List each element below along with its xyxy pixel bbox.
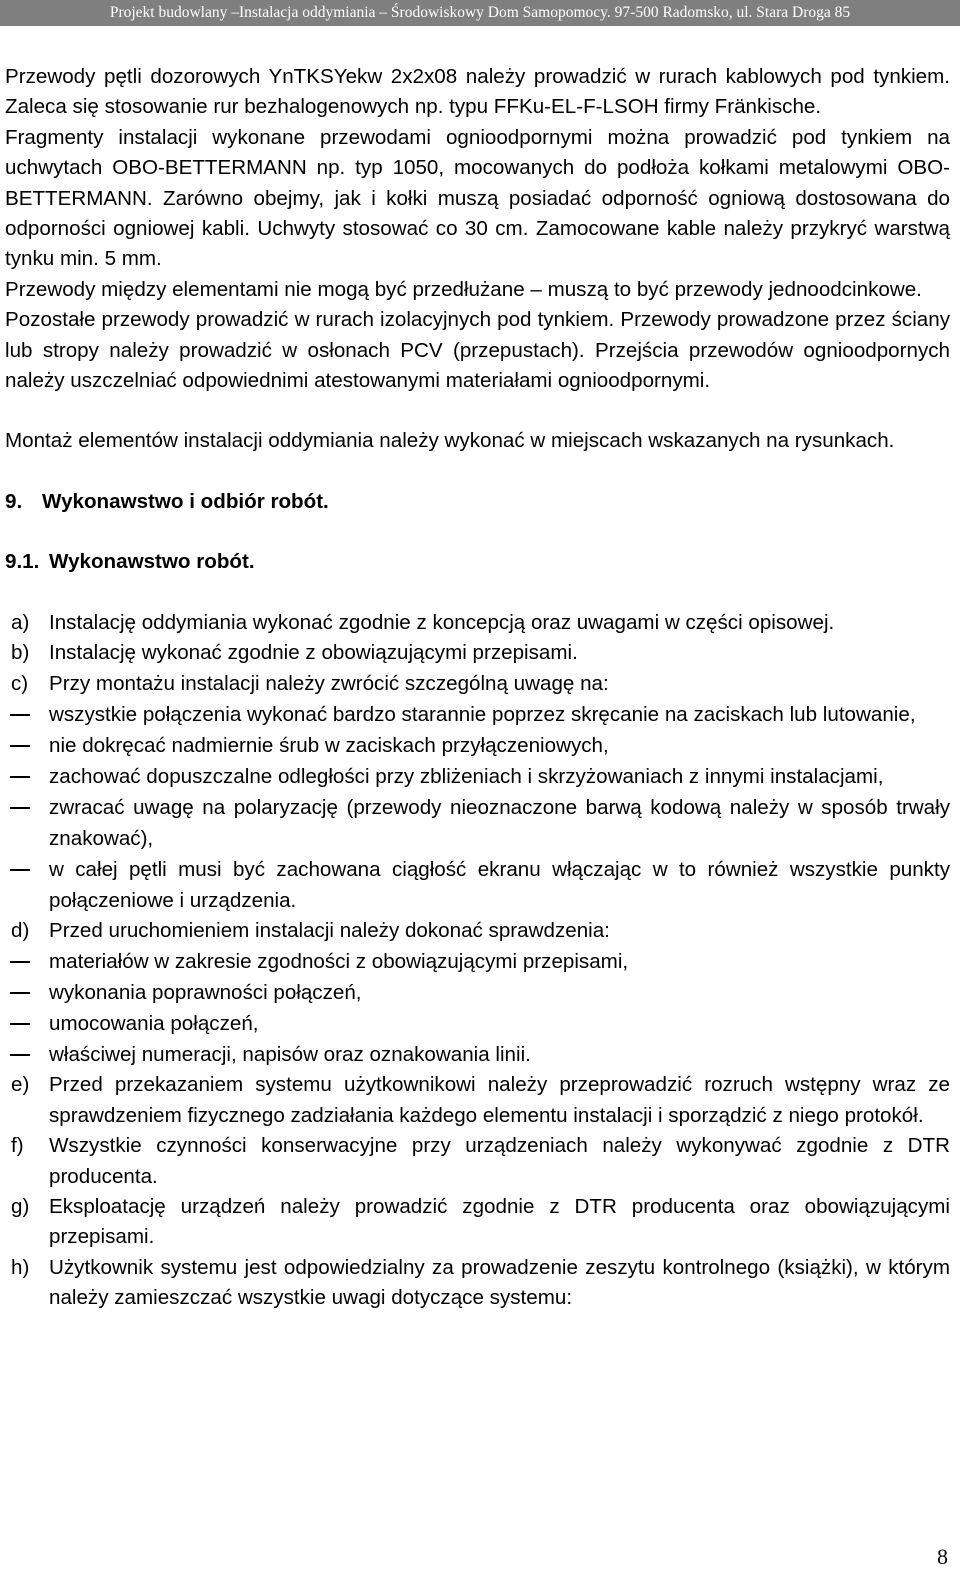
section-number: 9.1. [5,550,40,574]
list-marker: e) [11,1073,30,1097]
paragraph-fireproof-cables: Fragmenty instalacji wykonane przewodami ognioodpornymi można prowadzić pod tynkiem na uchwytach OBO-BETTERMANN np. typ 1050, mocowanych do podłoża kołkami metalowymi OBO-BETTERMANN. Zarówno obejmy, jak i kołki muszą posiadać odporność ogniową dostosowana do odporności ogniowej kabli. Uchwyty stosować co 30 cm. Zamocowane kable należy przykryć warstwą tynku min. 5 mm. [5,125,950,271]
list-subitem [5,1008,950,1039]
list-marker: b) [11,641,30,665]
dash-bullet [10,1023,30,1025]
page-header: Projekt budowlany –Instalacja oddymiania – Środowiskowy Dom Samopomocy. 97-500 Radomsko, ul. Stara Droga 85 [0,0,960,26]
list-subitem-text: zachować dopuszczalne odległości przy zbliżeniach i skrzyżowaniach z innymi instalacjami, [49,764,884,788]
list-subitem-text: zwracać uwagę na polaryzację (przewody nieoznaczone barwą kodową należy w sposób trwały znakować), [49,795,950,850]
list-item-text: Eksploatację urządzeń należy prowadzić zgodnie z DTR producenta oraz obowiązującymi przepisami. [49,1194,950,1249]
list-subitem [5,792,950,854]
list-subitem-text: umocowania połączeń, [49,1012,259,1036]
dash-bullet [10,1054,30,1056]
dash-bullet [10,869,30,871]
list-item-h [5,1253,950,1314]
list-subitem [5,854,950,916]
dash-bullet [10,776,30,778]
list-item-text: Użytkownik systemu jest odpowiedzialny za prowadzenie zeszytu kontrolnego (książki), w którym należy zamieszczać wszystkie uwagi dotyczące systemu: [49,1255,950,1310]
list-item-text: Przy montażu instalacji należy zwrócić szczególną uwagę na: [49,671,609,695]
dash-bullet [10,992,30,994]
list-marker: h) [11,1255,30,1279]
paragraph-single-segment: Przewody między elementami nie mogą być przedłużane – muszą to być przewody jednoodcinkowe. [5,277,922,301]
list-item-text: Instalację wykonać zgodnie z obowiązującymi przepisami. [49,641,578,665]
list-subitem-text: nie dokręcać nadmiernie śrub w zaciskach przyłączeniowych, [49,733,609,757]
list-marker: c) [11,671,29,695]
list-item-d [5,916,950,946]
list-subitem-text: materiałów w zakresie zgodności z obowiązującymi przepisami, [49,950,629,974]
list-marker: f) [11,1134,24,1158]
list-item-b [5,638,950,668]
paragraph-other-cables: Pozostałe przewody prowadzić w rurach izolacyjnych pod tynkiem. Przewody prowadzone przez ściany lub stropy należy prowadzić w osłonach PCV (przepustach). Przejścia przewodów ognioodpornych należy uszczelniać odpowiednimi atestowanymi materiałami ognioodpornymi. [5,308,950,393]
section-title: Wykonawstwo i odbiór robót. [42,489,329,513]
list-item-text: Instalację oddymiania wykonać zgodnie z koncepcją oraz uwagami w części opisowej. [49,610,835,634]
paragraph-mounting: Montaż elementów instalacji oddymiania należy wykonać w miejscach wskazanych na rysunkach. [5,429,895,453]
list-subitem-text: wykonania poprawności połączeń, [49,981,362,1005]
list-marker: a) [11,610,30,634]
list-subitem [5,761,950,792]
list-marker: d) [11,918,30,942]
list-item-text: Przed uruchomieniem instalacji należy dokonać sprawdzenia: [49,918,610,942]
list-item-text: Wszystkie czynności konserwacyjne przy urządzeniach należy wykonywać zgodnie z DTR producenta. [49,1134,950,1188]
list-subitem [5,977,950,1008]
list-item-c [5,669,950,699]
document-body [5,62,950,1314]
section-heading-9 [5,487,950,517]
dash-bullet [10,961,30,963]
section-title: Wykonawstwo robót. [49,550,255,574]
list-item-g [5,1192,950,1253]
section-number: 9. [5,489,23,513]
paragraph-detection-loops: Przewody pętli dozorowych YnTKSYekw 2x2x08 należy prowadzić w rurach kablowych pod tynkiem. Zaleca się stosowanie rur bezhalogenowych np. typu FFKu-EL-F-LSOH firmy Fränkische. [5,65,950,119]
list-subitem [5,699,950,730]
list-subitem [5,730,950,761]
list-item-a [5,608,950,638]
list-item-text: Przed przekazaniem systemu użytkownikowi należy przeprowadzić rozruch wstępny wraz ze sprawdzeniem fizycznego zadziałania każdego elementu instalacji i sporządzić z niego protokół. [49,1073,950,1127]
list-subitem-text: w całej pętli musi być zachowana ciągłość ekranu włączając w to również wszystkie punkty połączeniowe i urządzenia. [49,857,950,912]
execution-list [5,608,950,1314]
page-number: 8 [937,1544,948,1569]
list-subitem [5,946,950,977]
list-subitem [5,1039,950,1070]
dash-bullet [10,714,30,716]
list-subitem-text: wszystkie połączenia wykonać bardzo starannie poprzez skręcanie na zaciskach lub lutowanie, [49,702,916,726]
section-heading-9-1 [5,547,950,577]
list-item-e [5,1070,950,1131]
dash-bullet [10,745,30,747]
list-subitem-text: właściwej numeracji, napisów oraz oznakowania linii. [49,1043,531,1067]
list-item-f [5,1131,950,1192]
dash-bullet [10,807,30,809]
list-marker: g) [11,1194,30,1218]
